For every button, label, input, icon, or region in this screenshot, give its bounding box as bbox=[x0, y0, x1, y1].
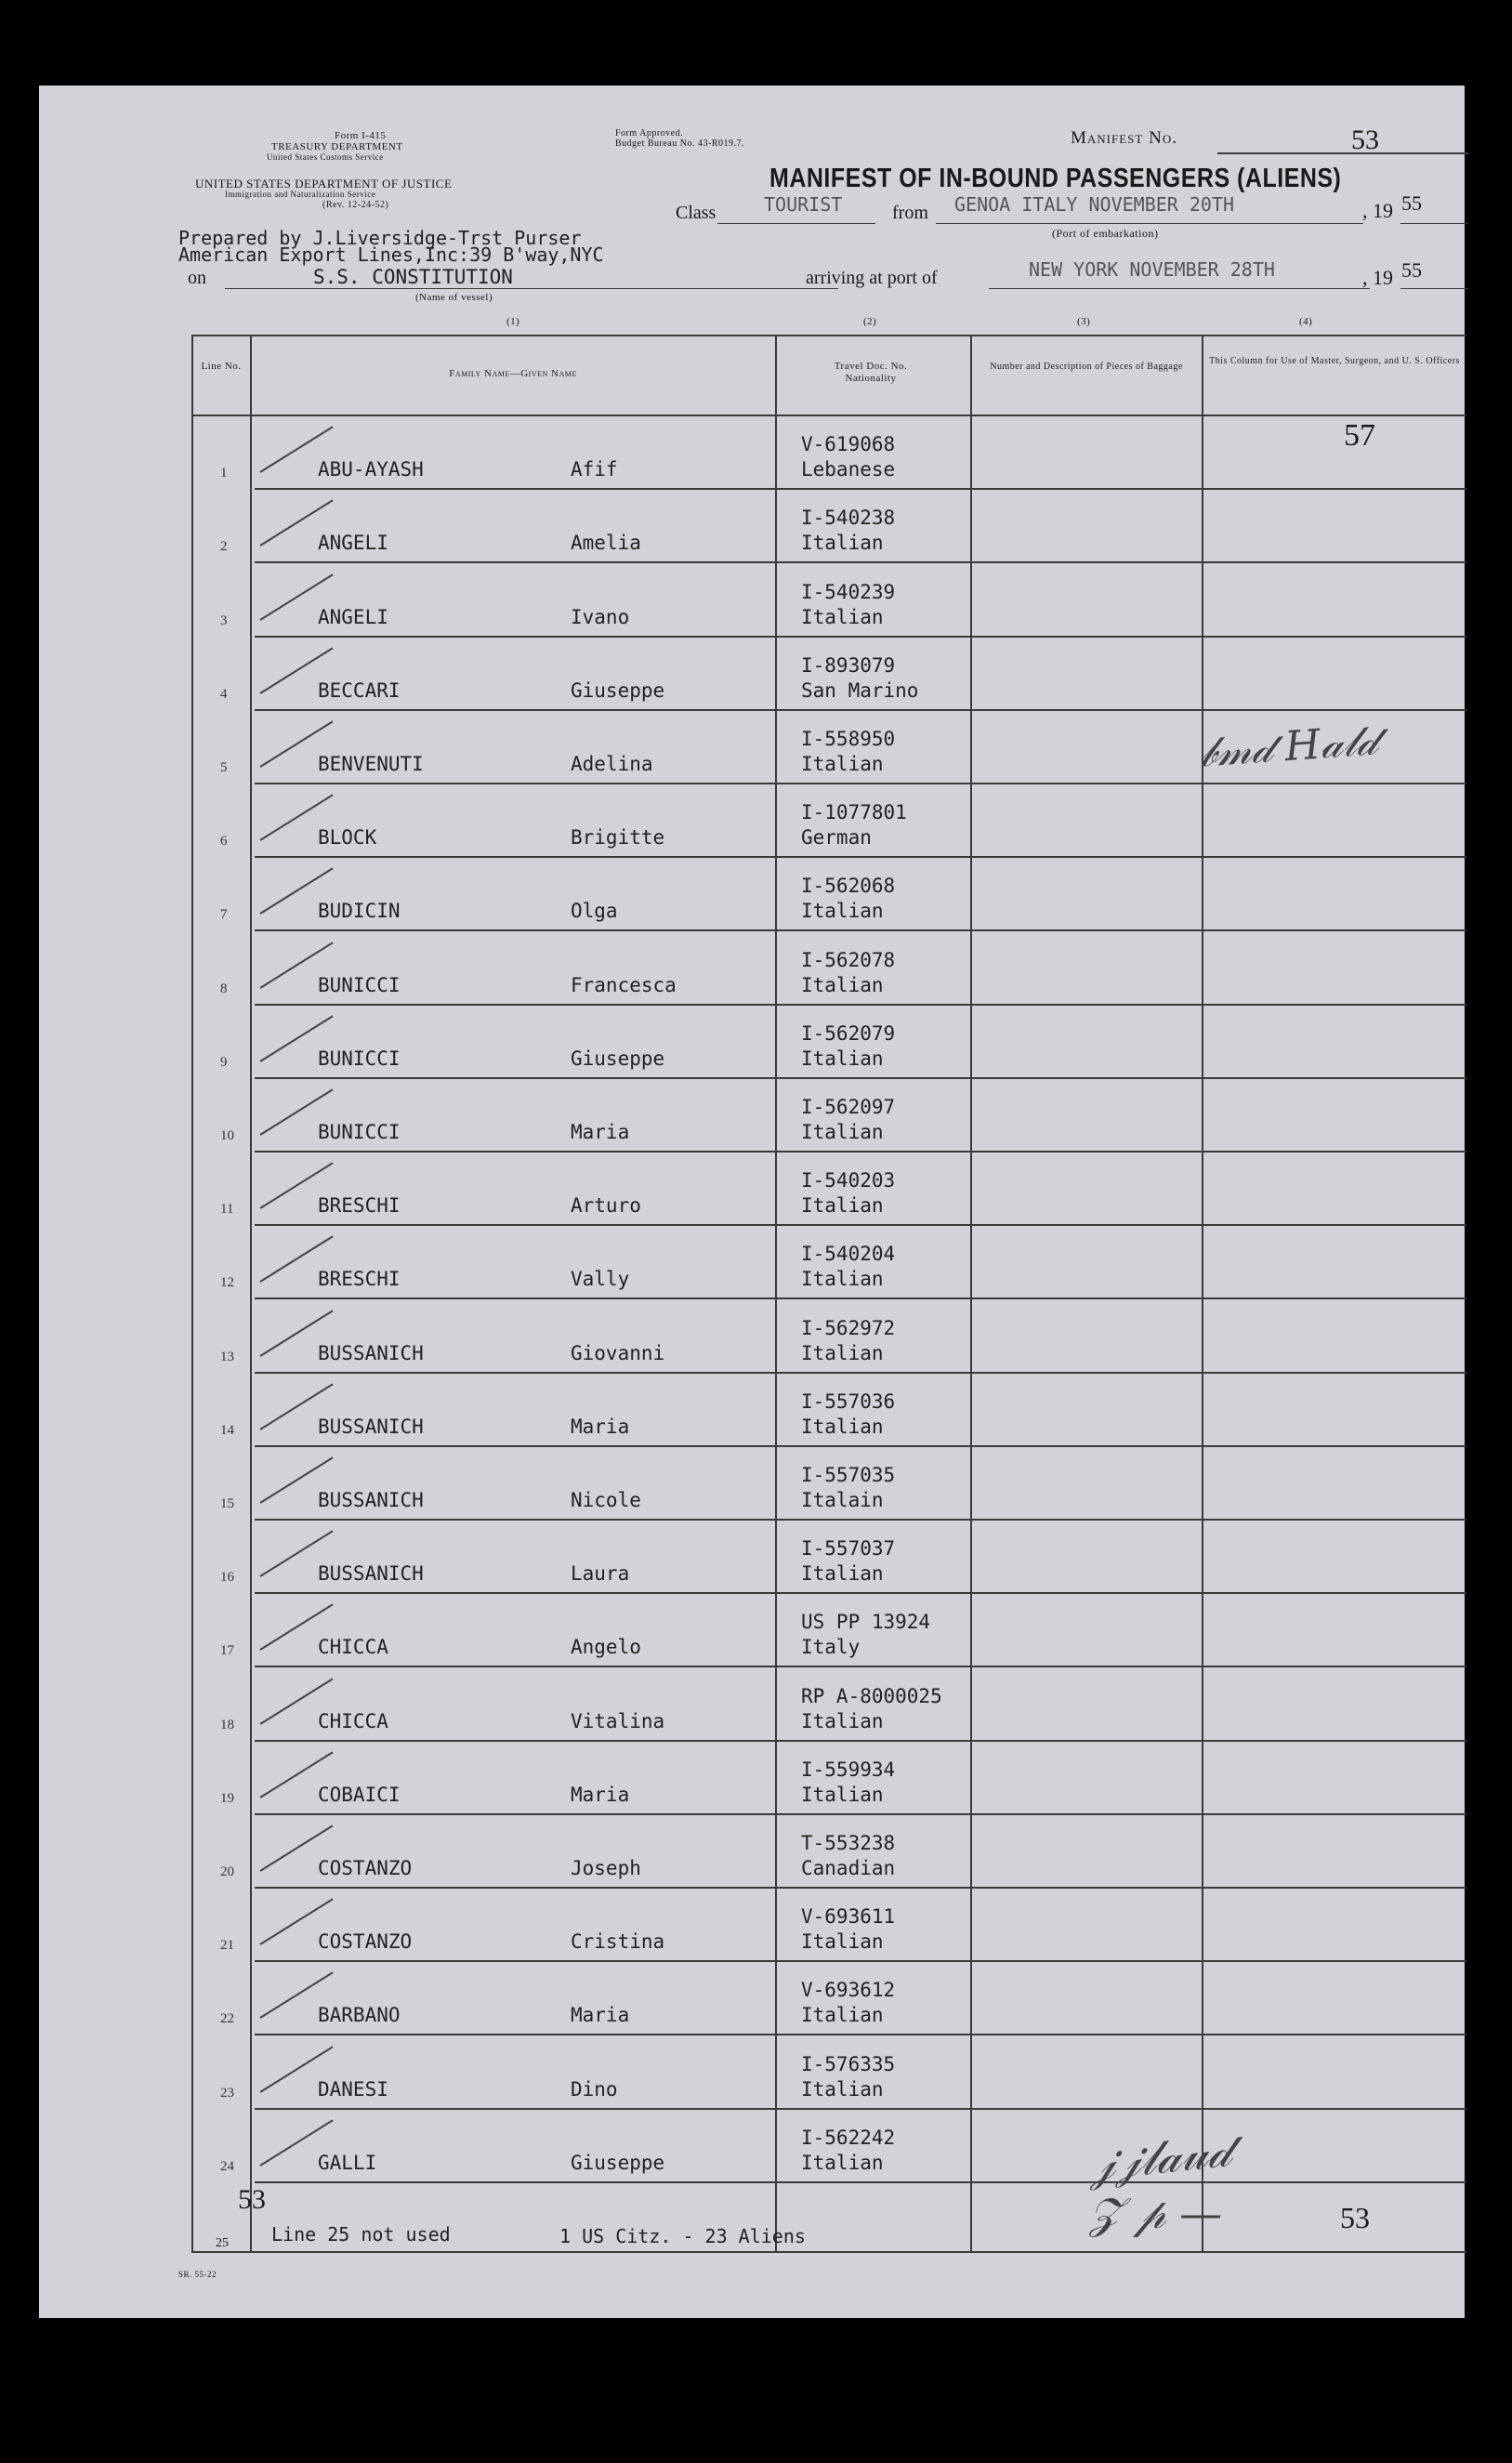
line-number: 19 bbox=[220, 1791, 234, 1806]
given-name: Olga bbox=[571, 900, 618, 922]
travel-doc-number: I-893079 bbox=[801, 654, 896, 677]
column-header-officers: This Column for Use of Master, Surgeon, and U. S. Officers bbox=[1209, 356, 1460, 366]
family-name: BUSSANICH bbox=[318, 1489, 424, 1511]
travel-doc bbox=[801, 2126, 895, 2176]
officer-count: 57 bbox=[1344, 418, 1375, 453]
travel-doc-number: I-557036 bbox=[801, 1390, 896, 1413]
nationality: Italian bbox=[801, 900, 884, 922]
nationality: Italian bbox=[801, 2152, 884, 2174]
family-name: BUNICCI bbox=[318, 1121, 401, 1143]
line-number: 13 bbox=[220, 1350, 234, 1364]
line-number: 16 bbox=[220, 1570, 234, 1585]
arrival-year: 55 bbox=[1401, 258, 1422, 282]
travel-doc bbox=[801, 1758, 895, 1808]
column-header-baggage: Number and Description of Pieces of Baggage bbox=[990, 362, 1183, 372]
nationality: Italian bbox=[801, 606, 884, 628]
page-title: MANIFEST OF IN-BOUND PASSENGERS (ALIENS) bbox=[769, 163, 1342, 194]
nationality: Canadian bbox=[801, 1857, 896, 1879]
nationality: Italian bbox=[801, 1121, 884, 1143]
nationality: Italian bbox=[801, 1268, 884, 1290]
travel-doc-number: I-540238 bbox=[801, 507, 896, 529]
nationality: Italian bbox=[801, 1784, 884, 1806]
travel-doc bbox=[801, 1978, 895, 2028]
family-name: COSTANZO bbox=[318, 1857, 413, 1879]
travel-doc bbox=[801, 1168, 895, 1218]
line-number: 5 bbox=[220, 760, 228, 775]
embarkation-value: GENOA ITALY NOVEMBER 20TH bbox=[954, 193, 1235, 216]
nationality: Italian bbox=[801, 2004, 884, 2026]
travel-doc-number: RP A-8000025 bbox=[801, 1685, 942, 1707]
travel-doc-number: I-1077801 bbox=[801, 801, 907, 823]
budget-bureau: Budget Bureau No. 43-R019.7. bbox=[615, 138, 744, 149]
family-name: BUSSANICH bbox=[318, 1342, 424, 1364]
travel-doc-number: I-540239 bbox=[801, 581, 896, 603]
family-name: BUNICCI bbox=[318, 974, 401, 996]
travel-doc bbox=[801, 1610, 930, 1660]
column-number: (1) bbox=[506, 316, 520, 327]
line-number: 6 bbox=[220, 834, 228, 849]
ins-label: Immigration and Naturalization Service bbox=[225, 190, 376, 199]
given-name: Nicole bbox=[571, 1489, 641, 1511]
family-name: BUSSANICH bbox=[318, 1416, 424, 1438]
travel-doc bbox=[801, 1021, 895, 1072]
travel-doc-number: I-576335 bbox=[801, 2053, 896, 2075]
officer-signature-bottom: 𝒿𝒿𝓁𝒶𝓊𝒹 bbox=[1086, 2123, 1233, 2192]
given-name: Maria bbox=[571, 1416, 630, 1438]
passenger-summary: 1 US Citz. - 23 Aliens bbox=[559, 2225, 806, 2247]
given-name: Vitalina bbox=[571, 1710, 665, 1732]
family-name: ANGELI bbox=[318, 532, 388, 554]
count-right: 53 bbox=[1340, 2201, 1370, 2234]
given-name: Afif bbox=[571, 458, 618, 481]
given-name: Francesca bbox=[571, 974, 677, 996]
line-number: 22 bbox=[220, 2011, 234, 2026]
travel-doc bbox=[801, 800, 907, 850]
travel-doc bbox=[801, 727, 895, 777]
nationality: Italian bbox=[801, 2078, 884, 2101]
line-number: 1 bbox=[220, 466, 228, 481]
arrival-value: NEW YORK NOVEMBER 28TH bbox=[1029, 258, 1275, 281]
travel-doc bbox=[801, 1463, 895, 1513]
column-header-travel-doc: Travel Doc. No. Nationality bbox=[834, 361, 908, 384]
given-name: Laura bbox=[571, 1562, 630, 1585]
travel-doc-number: I-557037 bbox=[801, 1537, 896, 1560]
on-label: on bbox=[188, 268, 206, 288]
family-name: COBAICI bbox=[318, 1784, 401, 1806]
form-approved: Form Approved. bbox=[615, 128, 684, 138]
travel-doc-number: I-540204 bbox=[801, 1243, 896, 1265]
family-name: BLOCK bbox=[318, 826, 377, 849]
travel-doc-number: I-559934 bbox=[801, 1758, 896, 1781]
given-name: Giuseppe bbox=[571, 679, 665, 702]
travel-doc bbox=[801, 1390, 895, 1440]
line-number: 8 bbox=[220, 981, 228, 996]
column-header-line-no: Line No. bbox=[201, 361, 242, 372]
family-name: CHICCA bbox=[318, 1710, 388, 1732]
line-number: 10 bbox=[220, 1128, 234, 1143]
family-name: BUNICCI bbox=[318, 1047, 401, 1070]
justice-label: UNITED STATES DEPARTMENT OF JUSTICE bbox=[195, 177, 453, 191]
travel-doc bbox=[801, 874, 895, 924]
column-header-name: Family Name—Given Name bbox=[449, 368, 577, 379]
given-name: Arturo bbox=[571, 1194, 641, 1217]
family-name: BARBANO bbox=[318, 2004, 401, 2026]
family-name: BUSSANICH bbox=[318, 1562, 424, 1585]
nationality: Lebanese bbox=[801, 458, 896, 481]
travel-doc-number: I-557035 bbox=[801, 1464, 896, 1486]
revision-label: (Rev. 12-24-52) bbox=[322, 200, 389, 210]
given-name: Brigitte bbox=[571, 826, 665, 849]
form-code: SR. 55-22 bbox=[178, 2270, 217, 2279]
given-name: Cristina bbox=[571, 1930, 665, 1953]
line-number: 7 bbox=[220, 907, 228, 922]
year-prefix: , 19 bbox=[1362, 199, 1393, 222]
year-prefix-2: , 19 bbox=[1362, 266, 1393, 289]
given-name: Giovanni bbox=[571, 1342, 665, 1364]
line-number: 12 bbox=[220, 1275, 234, 1290]
travel-doc bbox=[801, 432, 895, 482]
given-name: Ivano bbox=[571, 606, 630, 628]
vessel-name: S.S. CONSTITUTION bbox=[313, 266, 513, 288]
given-name: Maria bbox=[571, 1784, 630, 1806]
travel-doc bbox=[801, 1831, 895, 1881]
prepared-by-company: American Export Lines,Inc:39 B'way,NYC bbox=[178, 244, 604, 266]
manifest-no-label: Manifest No. bbox=[1071, 128, 1177, 148]
line-number: 4 bbox=[220, 687, 228, 702]
column-number: (3) bbox=[1077, 316, 1091, 327]
given-name: Adelina bbox=[571, 753, 653, 775]
travel-doc-number: I-562078 bbox=[801, 949, 896, 971]
line-number: 23 bbox=[220, 2086, 234, 2101]
nationality: Italy bbox=[801, 1636, 861, 1658]
travel-doc-number: I-562972 bbox=[801, 1317, 896, 1339]
travel-doc bbox=[801, 1904, 895, 1955]
given-name: Maria bbox=[571, 2004, 630, 2026]
travel-doc bbox=[801, 948, 895, 998]
line-number: 3 bbox=[220, 613, 228, 628]
travel-doc bbox=[801, 1095, 895, 1145]
nationality: Italian bbox=[801, 1416, 884, 1438]
given-name: Maria bbox=[571, 1121, 630, 1143]
port-embarkation-label: (Port of embarkation) bbox=[1052, 227, 1159, 240]
line-number: 18 bbox=[220, 1718, 234, 1732]
family-name: GALLI bbox=[318, 2152, 377, 2174]
nationality: Italian bbox=[801, 974, 884, 996]
family-name: BUDICIN bbox=[318, 900, 401, 922]
travel-doc-number: I-562079 bbox=[801, 1022, 896, 1045]
vessel-label: (Name of vessel) bbox=[415, 292, 493, 303]
travel-doc-number: I-562242 bbox=[801, 2127, 896, 2149]
given-name: Giuseppe bbox=[571, 1047, 665, 1070]
nationality: Italian bbox=[801, 1342, 884, 1364]
family-name: ANGELI bbox=[318, 606, 388, 628]
travel-doc bbox=[801, 1536, 895, 1587]
travel-doc bbox=[801, 1242, 895, 1292]
line-number: 2 bbox=[220, 539, 228, 554]
treasury-label: TREASURY DEPARTMENT bbox=[271, 141, 403, 152]
line-number: 9 bbox=[220, 1055, 228, 1070]
given-name: Amelia bbox=[571, 532, 641, 554]
given-name: Giuseppe bbox=[571, 2152, 665, 2174]
prepared-by: Prepared by J.Liversidge-Trst Purser bbox=[178, 227, 582, 249]
line-number: 21 bbox=[220, 1938, 234, 1953]
column-number: (4) bbox=[1299, 316, 1313, 327]
given-name: Angelo bbox=[571, 1636, 641, 1658]
nationality: San Marino bbox=[801, 679, 919, 702]
travel-doc-number: US PP 13924 bbox=[801, 1611, 931, 1633]
manifest-sheet bbox=[39, 86, 1465, 2318]
nationality: Italian bbox=[801, 1710, 884, 1732]
given-name: Dino bbox=[571, 2078, 618, 2101]
nationality: Italian bbox=[801, 1047, 884, 1070]
family-name: BENVENUTI bbox=[318, 753, 424, 775]
line-number: 17 bbox=[220, 1643, 234, 1658]
nationality: Italian bbox=[801, 1562, 884, 1585]
travel-doc bbox=[801, 506, 895, 556]
class-label: Class bbox=[676, 203, 717, 223]
officer-signature: 𝒷𝓂𝒹 𝐻𝒶𝓁𝒹 bbox=[1197, 717, 1379, 777]
given-name: Vally bbox=[571, 1268, 630, 1290]
form-number: Form I-415 bbox=[335, 130, 387, 141]
travel-doc bbox=[801, 1684, 942, 1734]
family-name: DANESI bbox=[318, 2078, 388, 2101]
travel-doc bbox=[801, 580, 895, 630]
customs-label: United States Customs Service bbox=[267, 152, 384, 162]
count-left: 53 bbox=[238, 2184, 266, 2215]
from-label: from bbox=[892, 203, 928, 223]
family-name: COSTANZO bbox=[318, 1930, 413, 1953]
nationality: Italain bbox=[801, 1489, 884, 1511]
family-name: BECCARI bbox=[318, 679, 401, 702]
line-number-25: 25 bbox=[216, 2236, 229, 2250]
family-name: BRESCHI bbox=[318, 1194, 401, 1217]
travel-doc-number: I-558950 bbox=[801, 728, 896, 750]
travel-doc-number: T-553238 bbox=[801, 1832, 896, 1854]
family-name: ABU-AYASH bbox=[318, 458, 424, 481]
class-value: TOURIST bbox=[764, 193, 843, 216]
line-number: 15 bbox=[220, 1496, 234, 1511]
travel-doc bbox=[801, 1316, 895, 1366]
embarkation-year: 55 bbox=[1401, 191, 1422, 215]
travel-doc bbox=[801, 2052, 895, 2102]
given-name: Joseph bbox=[571, 1857, 641, 1879]
line-number: 20 bbox=[220, 1864, 234, 1879]
family-name: CHICCA bbox=[318, 1636, 388, 1658]
line-number: 14 bbox=[220, 1423, 234, 1438]
travel-doc-number: I-562097 bbox=[801, 1096, 896, 1118]
line-25-note: Line 25 not used bbox=[271, 2223, 451, 2246]
travel-doc-number: I-562068 bbox=[801, 875, 896, 897]
travel-doc-number: V-693611 bbox=[801, 1905, 896, 1928]
line-number: 24 bbox=[220, 2159, 234, 2174]
nationality: German bbox=[801, 826, 872, 849]
nationality: Italian bbox=[801, 753, 884, 775]
travel-doc-number: V-693612 bbox=[801, 1979, 896, 2001]
nationality: Italian bbox=[801, 532, 884, 554]
travel-doc bbox=[801, 653, 918, 704]
travel-doc-number: V-619068 bbox=[801, 433, 896, 455]
line-number: 11 bbox=[220, 1202, 234, 1217]
officer-initials: 𝒵 𝓅 — bbox=[1089, 2188, 1223, 2238]
manifest-number: 53 bbox=[1351, 125, 1379, 155]
arriving-label: arriving at port of bbox=[806, 268, 938, 288]
column-number: (2) bbox=[863, 316, 877, 327]
nationality: Italian bbox=[801, 1930, 884, 1953]
family-name: BRESCHI bbox=[318, 1268, 401, 1290]
nationality: Italian bbox=[801, 1194, 884, 1217]
travel-doc-number: I-540203 bbox=[801, 1169, 896, 1192]
